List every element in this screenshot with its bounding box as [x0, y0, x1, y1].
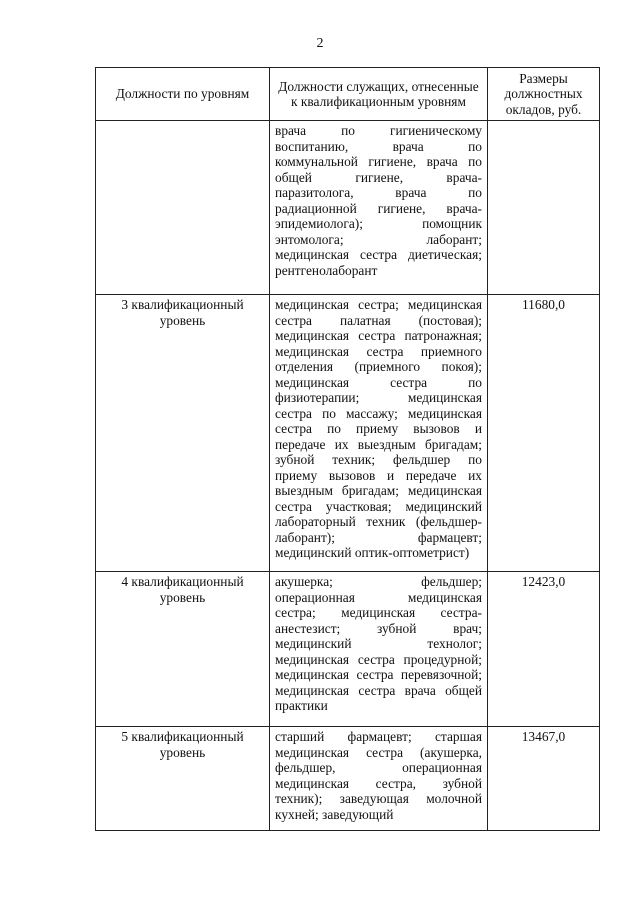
- position-text-line: сестра по массажу; медицинская: [275, 405, 482, 421]
- position-text-line: общей гигиене, врача-: [275, 169, 482, 185]
- level-cell: 5 квалификационный уровень: [96, 727, 270, 831]
- position-text-line: врача по гигиеническому: [275, 123, 482, 138]
- page-number: 2: [316, 36, 324, 51]
- position-text-line: техник); заведующая молочной: [275, 791, 482, 806]
- position-text-line: физиотерапии; медицинская: [275, 390, 482, 405]
- position-text-line: медицинская сестра; медицинская: [275, 297, 482, 312]
- position-text-line: фельдшер, операционная: [275, 760, 482, 775]
- position-text-line: энтомолога; лаборант;: [275, 231, 482, 247]
- position-text-line: медицинская сестра врача общей: [275, 682, 482, 698]
- positions-cell: [270, 727, 488, 831]
- position-text-line: анестезист; зубной врач;: [275, 620, 482, 636]
- position-text-line: медицинская сестра приемного: [275, 343, 482, 359]
- header-levels: Должности по уровням: [96, 68, 270, 121]
- position-text-line: старший фармацевт; старшая: [275, 729, 482, 744]
- position-text-line: медицинский технолог;: [275, 636, 482, 651]
- salary-table: [95, 67, 600, 831]
- position-text-line: паразитолога, врача по: [275, 185, 482, 200]
- table-header-row: [96, 68, 600, 121]
- position-text-line: медицинская сестра патронажная;: [275, 328, 482, 343]
- position-text-line: медицинская сестра процедурной;: [275, 651, 482, 667]
- level-cell: 3 квалификационный уровень: [96, 295, 270, 572]
- salary-cell: 12423,0: [488, 572, 600, 727]
- salary-cell: 13467,0: [488, 727, 600, 831]
- position-text-line: сестра по приему вызовов и: [275, 421, 482, 436]
- position-text-line: эпидемиолога); помощник: [275, 216, 482, 231]
- salary-cell: [488, 121, 600, 295]
- position-text-line: лаборант); фармацевт;: [275, 529, 482, 545]
- position-text-line: практики: [275, 698, 328, 713]
- table-row: [96, 121, 600, 295]
- level-cell: 4 квалификационный уровень: [96, 572, 270, 727]
- position-text-line: радиационной гигиене, врача-: [275, 200, 482, 216]
- position-text-line: кухней; заведующий: [275, 806, 394, 822]
- positions-cell: [270, 572, 488, 727]
- positions-cell: [270, 121, 488, 295]
- position-text-line: медицинская сестра, зубной: [275, 775, 482, 791]
- position-text-line: отделения (приемного покоя);: [275, 359, 482, 374]
- position-text-line: операционная медицинская: [275, 589, 482, 605]
- header-salary: Размеры должностных окладов, руб.: [488, 68, 600, 121]
- position-text-line: воспитанию, врача по: [275, 138, 482, 154]
- table-row: [96, 572, 600, 727]
- position-text-line: сестра палатная (постовая);: [275, 312, 482, 328]
- position-text-line: медицинская сестра диетическая;: [275, 247, 482, 262]
- position-text-line: медицинский оптик-оптометрист): [275, 545, 470, 560]
- position-text-line: акушерка; фельдшер;: [275, 574, 482, 589]
- position-text-line: рентгенолаборант: [275, 262, 378, 278]
- position-text-line: медицинская сестра перевязочной;: [275, 667, 482, 682]
- position-text-line: сестра; медицинская сестра-: [275, 605, 482, 620]
- position-text-line: приему вызовов и передаче их: [275, 467, 482, 483]
- position-text-line: медицинская сестра (акушерка,: [275, 744, 482, 760]
- position-text-line: медицинская сестра по: [275, 374, 482, 390]
- position-text-line: выездным бригадам; медицинская: [275, 483, 482, 498]
- position-text-line: передаче их выездным бригадам;: [275, 436, 482, 452]
- header-positions: Должности служащих, отнесенные к квалификационным уровням: [270, 68, 488, 121]
- salary-cell: 11680,0: [488, 295, 600, 572]
- level-cell: [96, 121, 270, 295]
- table-row: [96, 295, 600, 572]
- position-text-line: лабораторный техник (фельдшер-: [275, 514, 482, 529]
- position-text-line: зубной техник; фельдшер по: [275, 452, 482, 467]
- position-text-line: сестра участковая; медицинский: [275, 498, 482, 514]
- positions-cell: [270, 295, 488, 572]
- table-row: [96, 727, 600, 831]
- position-text-line: коммунальной гигиене, врача по: [275, 154, 482, 169]
